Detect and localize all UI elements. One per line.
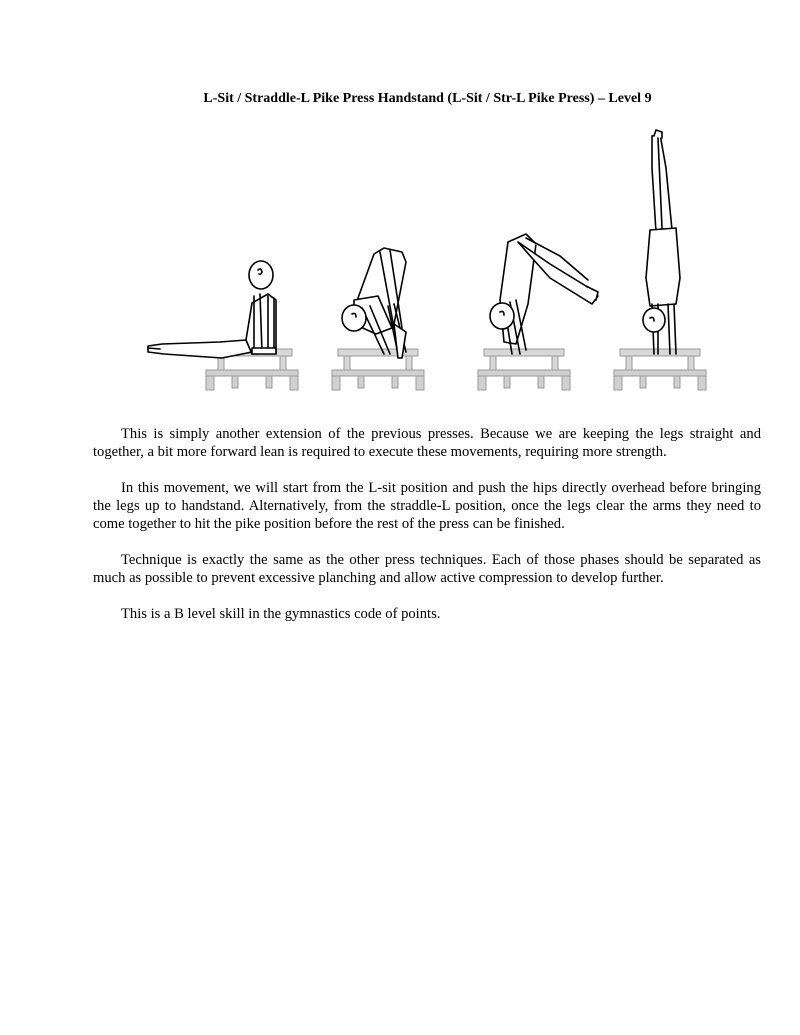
paragraph: This is simply another extension of the previous presses. Because we are keeping the legs straight and together, a bit more forward lean is required to execute these movements, requiring more strength. bbox=[93, 426, 761, 460]
frame-l-sit bbox=[148, 261, 298, 390]
page-title: L-Sit / Straddle-L Pike Press Handstand (L-Sit / Str-L Pike Press) – Level 9 bbox=[203, 91, 652, 106]
press-sequence-figure bbox=[140, 128, 710, 396]
frame-pike-press-lift bbox=[478, 234, 598, 390]
paragraph: Technique is exactly the same as the other press techniques. Each of those phases should be separated as much as possible to prevent excessive planching and allow active compression to develop further. bbox=[93, 552, 761, 586]
paragraph: This is a B level skill in the gymnastics code of points. bbox=[121, 606, 441, 622]
paragraph: In this movement, we will start from the L-sit position and push the hips directly overhead before bringing the legs up to handstand. Alternatively, from the straddle-L position, once the legs clear the arms they need to come together to hit the pike position before the rest of the press can be finished. bbox=[93, 480, 761, 532]
gymnast-pike-press-sequence-illustration bbox=[140, 128, 710, 396]
body-text bbox=[93, 425, 761, 641]
frame-pike-compression bbox=[332, 248, 424, 390]
frame-handstand bbox=[614, 130, 706, 390]
